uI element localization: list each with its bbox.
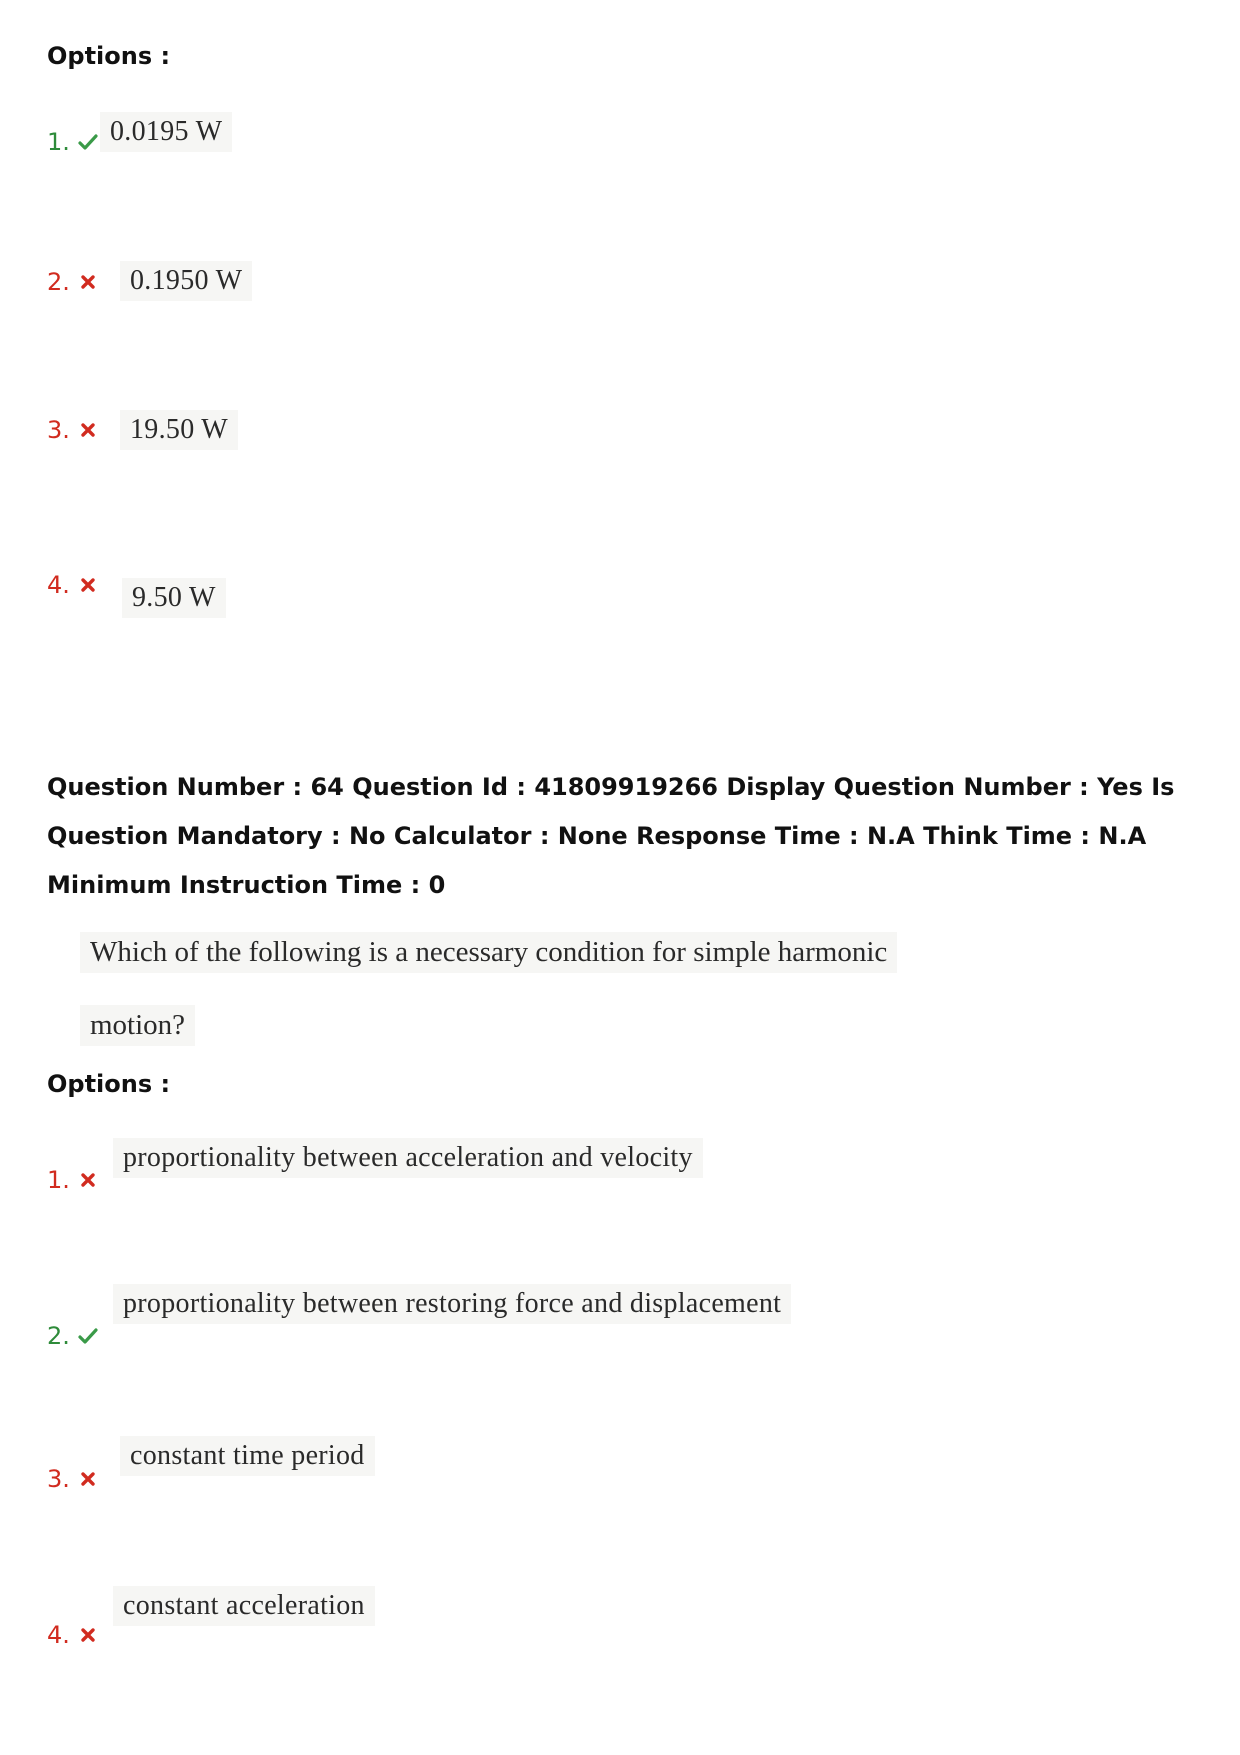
option-number-3 — [47, 1465, 98, 1493]
option-number-1 — [47, 1166, 98, 1194]
cross-icon — [78, 1469, 98, 1489]
cross-icon — [78, 420, 98, 440]
option-number-label: 3. — [47, 1465, 70, 1493]
option-number-label: 2. — [47, 268, 70, 296]
option-number-label: 2. — [47, 1322, 70, 1350]
options-label: Options : — [47, 42, 171, 70]
cross-icon — [78, 272, 98, 292]
option-number-label: 3. — [47, 416, 70, 444]
option-number-label: 1. — [47, 1166, 70, 1194]
options-label: Options : — [47, 1070, 171, 1098]
option-number-label: 4. — [47, 1621, 70, 1649]
option-number-1 — [47, 128, 98, 156]
option-text: constant time period — [120, 1436, 375, 1476]
option-number-4 — [47, 571, 98, 599]
option-number-label: 4. — [47, 571, 70, 599]
question-text-line-2: motion? — [80, 1005, 195, 1046]
check-icon — [78, 1326, 98, 1346]
option-text: 0.0195 W — [100, 112, 232, 152]
option-number-4 — [47, 1621, 98, 1649]
question-metadata: Question Number : 64 Question Id : 41809919266 Display Question Number : Yes Is Question Mandatory : No Calculator : None Response Time : N.A Think Time : N.A Minimum Instruction Time : 0 — [47, 773, 1175, 899]
option-text: proportionality between restoring force and displacement — [113, 1284, 791, 1324]
cross-icon — [78, 575, 98, 595]
option-text: proportionality between acceleration and velocity — [113, 1138, 703, 1178]
option-number-2 — [47, 1322, 98, 1350]
option-number-2 — [47, 268, 98, 296]
option-text: 19.50 W — [120, 410, 238, 450]
option-text: 0.1950 W — [120, 261, 252, 301]
cross-icon — [78, 1170, 98, 1190]
check-icon — [78, 132, 98, 152]
option-text: 9.50 W — [122, 578, 226, 618]
option-text: constant acceleration — [113, 1586, 375, 1626]
cross-icon — [78, 1625, 98, 1645]
option-number-label: 1. — [47, 128, 70, 156]
question-text-line-1: Which of the following is a necessary condition for simple harmonic — [80, 932, 897, 973]
option-number-3 — [47, 416, 98, 444]
